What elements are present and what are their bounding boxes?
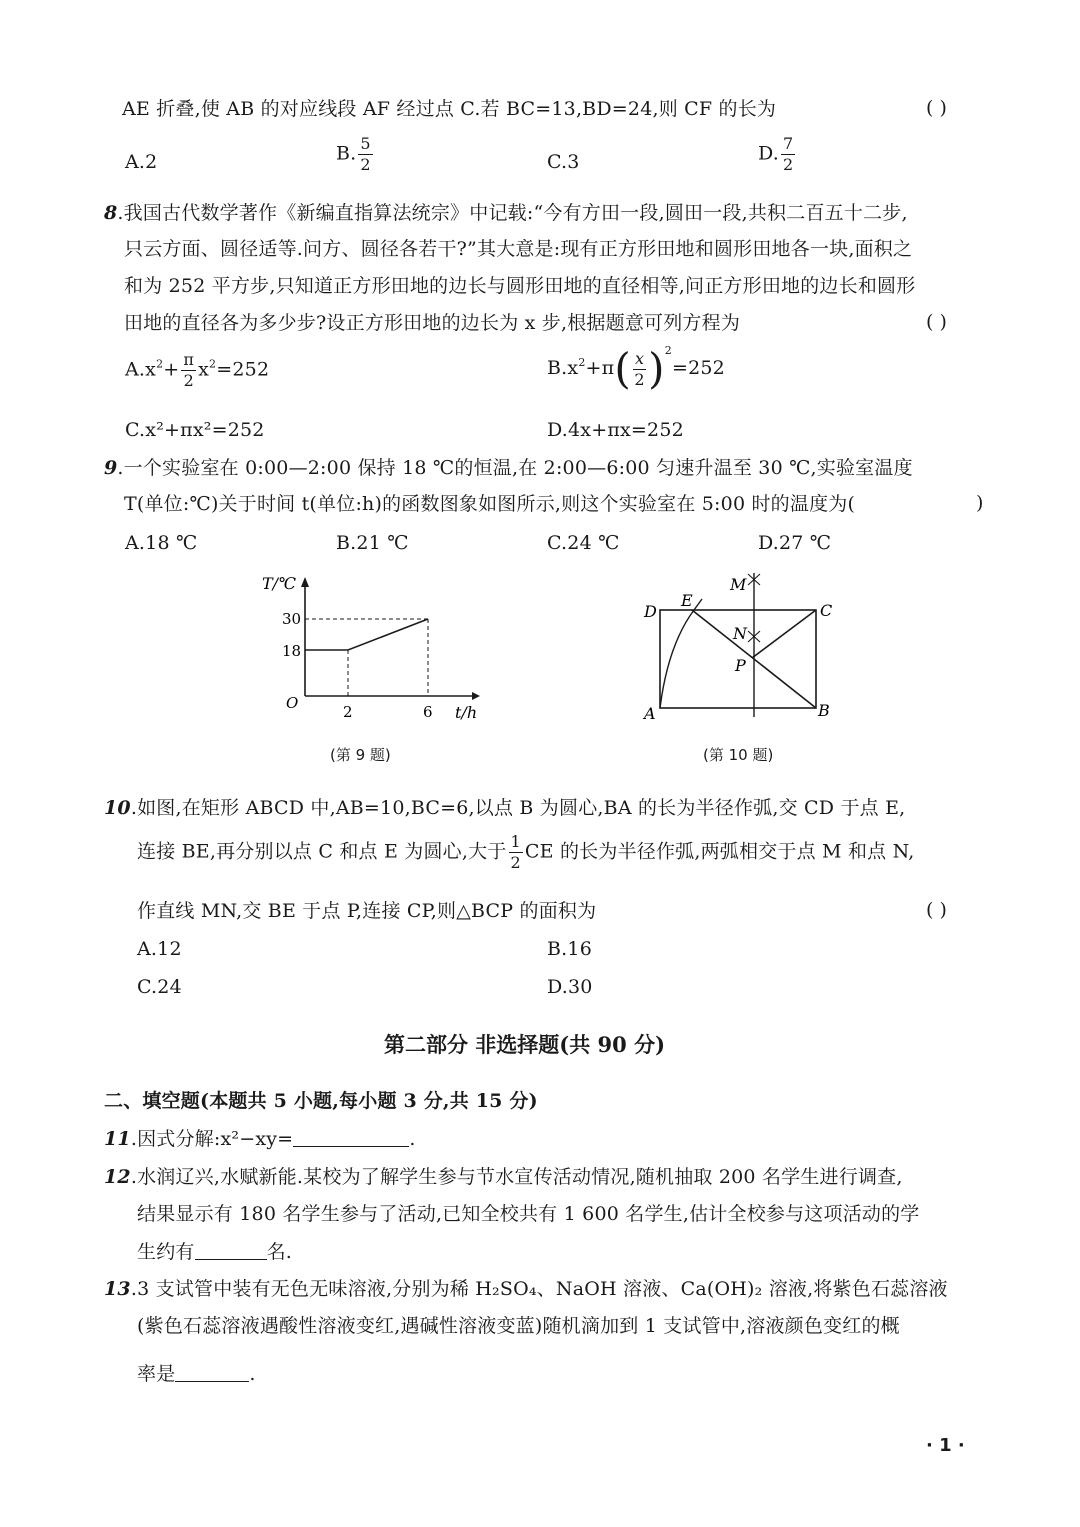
page-number: · 1 · [926, 1435, 965, 1456]
q10-line-2-end: CE 的长为半径作弧,两弧相交于点 M 和点 N, [524, 840, 915, 863]
q12-line-2: 结果显示有 180 名学生参与了活动,已知全校共有 1 600 名学生,估计全校参与这项活动的学 [137, 1203, 920, 1225]
fig10-label-m: M [730, 575, 747, 594]
q8-option-b: $B.x^2+\pi$( $\frac{x}{2}$ )$^2$=252 [547, 344, 725, 393]
q10-option-a: A.12 [137, 938, 182, 960]
fig10-arc-ae [660, 610, 694, 708]
q7-d-numerator: 7 [783, 134, 794, 153]
q10-answer-paren: ( ) [926, 899, 947, 921]
q12-line-3-start: 生约有 [137, 1241, 195, 1263]
fig9-ytick-18: 18 [282, 642, 302, 660]
q7-b-label: B. [336, 142, 357, 165]
q8-b-fraction [633, 348, 646, 389]
q8-a-equals: =252 [216, 358, 270, 381]
q8-answer-paren: ( ) [926, 311, 947, 333]
q10-half-fraction [509, 834, 523, 871]
q8-line-2: 只云方面、圆径适等.问方、圆径各若干?”其大意是:现有正方形田地和圆形田地各一块,面积之 [124, 238, 913, 260]
q7-option-b [336, 136, 375, 173]
fig9-caption: (第 9 题) [330, 746, 391, 764]
q8-number: 8 [104, 202, 118, 224]
fig9-origin: O [286, 694, 299, 712]
q10-number: 10 [104, 797, 131, 819]
q9-number: 9 [104, 457, 118, 479]
part-two-title: 第二部分 非选择题(共 90 分) [384, 1032, 666, 1057]
q7-b-fraction [358, 136, 372, 173]
fig9-y-label: T/℃ [262, 574, 296, 593]
q8-b-equals: =252 [671, 357, 725, 379]
q7-option-a: A.2 [125, 151, 158, 173]
q8-a-plus: + [163, 358, 180, 381]
fig9-xtick-2: 2 [343, 703, 353, 721]
fig9-y-arrow-icon [301, 577, 309, 587]
q7-option-d [758, 136, 797, 173]
q9-option-a: A.18 ℃ [125, 532, 198, 554]
q7-d-fraction [781, 136, 795, 173]
q12-line-1-text: .水润辽兴,水赋新能.某校为了解学生参与节水宣传活动情况,随机抽取 200 名学生进行调查, [130, 1166, 903, 1188]
q8-a-denominator: 2 [183, 371, 194, 390]
fig9-x-label: t/h [455, 703, 478, 722]
q7-b-numerator: 5 [360, 134, 371, 153]
q13-answer-blank[interactable] [175, 1361, 249, 1382]
q13-line-3-end: . [249, 1363, 256, 1385]
q10-option-c: C.24 [137, 976, 182, 998]
q8-option-c: C.x²+πx²=252 [125, 419, 265, 441]
q12-line-3-end: 名. [266, 1241, 293, 1263]
q7-b-denominator: 2 [360, 155, 371, 174]
q12-answer-blank[interactable] [195, 1239, 267, 1260]
q11-end: . [409, 1128, 416, 1150]
fig10-label-d: D [644, 602, 657, 621]
q8-b-numerator: x [634, 348, 645, 368]
fig10-label-a: A [644, 704, 656, 723]
q9-line-2: T(单位:℃)关于时间 t(单位:h)的函数图象如图所示,则这个实验室在 5:00 时的温度为( [124, 493, 856, 515]
fig10-label-c: C [820, 601, 833, 620]
fig9-temperature-line [305, 619, 428, 650]
q8-b-plus: +π [585, 357, 615, 379]
q7-d-label: D. [758, 142, 779, 165]
q9-option-c: C.24 ℃ [547, 532, 620, 554]
q8-option-a: $A.x^2+$ $\frac{\pi}{2}$ $x^2=252$ [125, 350, 270, 390]
q8-line-1 [104, 201, 908, 225]
fig9-x-arrow-icon [472, 692, 480, 700]
q12-line-1 [104, 1165, 903, 1189]
fig10-label-b: B [818, 701, 830, 720]
q9-option-d: D.27 ℃ [758, 532, 832, 554]
fig10-caption: (第 10 题) [703, 746, 774, 764]
figure-10-diagram [630, 565, 850, 730]
q8-line-1-text: .我国古代数学著作《新编直指算法统宗》中记载:“今有方田一段,圆田一段,共积二百五十二步, [117, 202, 908, 224]
q10-line-2-start: 连接 BE,再分别以点 C 和点 E 为圆心,大于 [137, 840, 507, 863]
fig10-label-e: E [681, 591, 693, 610]
q9-line-1-text: .一个实验室在 0:00—2:00 保持 18 ℃的恒温,在 2:00—6:00 匀速升温至 30 ℃,实验室温度 [117, 457, 913, 479]
q11-line [104, 1126, 416, 1151]
fig10-label-n: N [733, 624, 747, 643]
q10-option-b: B.16 [547, 938, 592, 960]
fig9-ytick-30: 30 [282, 610, 302, 628]
q8-a-tail: x [198, 358, 210, 381]
q13-line-2: (紫色石蕊溶液遇酸性溶液变红,遇碱性溶液变蓝)随机滴加到 1 支试管中,溶液颜色变红的概 [137, 1315, 900, 1337]
q11-answer-blank[interactable] [293, 1126, 409, 1147]
q8-b-label: B.x [547, 357, 579, 379]
q12-number: 12 [104, 1166, 131, 1188]
q10-option-d: D.30 [547, 976, 593, 998]
figure-9-graph [250, 565, 490, 725]
q8-line-4: 田地的直径各为多少步?设正方形田地的边长为 x 步,根据题意可列方程为 [124, 312, 741, 334]
q7-d-denominator: 2 [783, 155, 794, 174]
q9-option-b: B.21 ℃ [336, 532, 409, 554]
fig10-segment-cp [752, 610, 816, 658]
fig9-xtick-6: 6 [423, 703, 433, 721]
fig10-label-p: P [735, 656, 746, 675]
q13-line-1-text: .3 支试管中装有无色无味溶液,分别为稀 H₂SO₄、NaOH 溶液、Ca(OH)₂ 溶液,将紫色石蕊溶液 [130, 1278, 948, 1300]
q9-answer-paren-end: ) [976, 492, 984, 514]
q7-option-c: C.3 [547, 151, 580, 173]
q10-line-1 [104, 796, 905, 820]
q13-line-1 [104, 1277, 948, 1301]
q13-number: 13 [104, 1278, 131, 1300]
q7-answer-paren: ( ) [926, 97, 947, 119]
q12-line-3 [137, 1239, 292, 1264]
q8-option-d: D.4x+πx=252 [547, 419, 684, 441]
fig10-arc-extension [694, 599, 702, 610]
q11-text: .因式分解:x²−xy= [130, 1128, 294, 1150]
q13-line-3-start: 率是 [137, 1363, 176, 1385]
q13-line-3 [137, 1361, 256, 1386]
q10-line-3: 作直线 MN,交 BE 于点 P,连接 CP,则△BCP 的面积为 [137, 900, 597, 922]
fill-blank-heading: 二、填空题(本题共 5 小题,每小题 3 分,共 15 分) [104, 1090, 538, 1112]
q10-line-1-text: .如图,在矩形 ABCD 中,AB=10,BC=6,以点 B 为圆心,BA 的长为半径作弧,交 CD 于点 E, [130, 797, 906, 819]
q8-a-fraction [181, 352, 196, 389]
q10-line-2 [137, 834, 914, 871]
q10-half-numerator: 1 [510, 832, 521, 851]
q8-line-3: 和为 252 平方步,只知道正方形田地的边长与圆形田地的直径相等,问正方形田地的边长和圆形 [124, 275, 916, 297]
q8-b-denominator: 2 [634, 369, 645, 389]
q8-a-numerator: π [183, 350, 195, 369]
q10-half-denominator: 2 [510, 853, 521, 872]
q11-number: 11 [104, 1128, 131, 1150]
q7-stem-line: AE 折叠,使 AB 的对应线段 AF 经过点 C.若 BC=13,BD=24,则 CF 的长为 [122, 98, 777, 120]
q8-a-label: A.x [125, 358, 157, 381]
q9-line-1 [104, 456, 913, 480]
